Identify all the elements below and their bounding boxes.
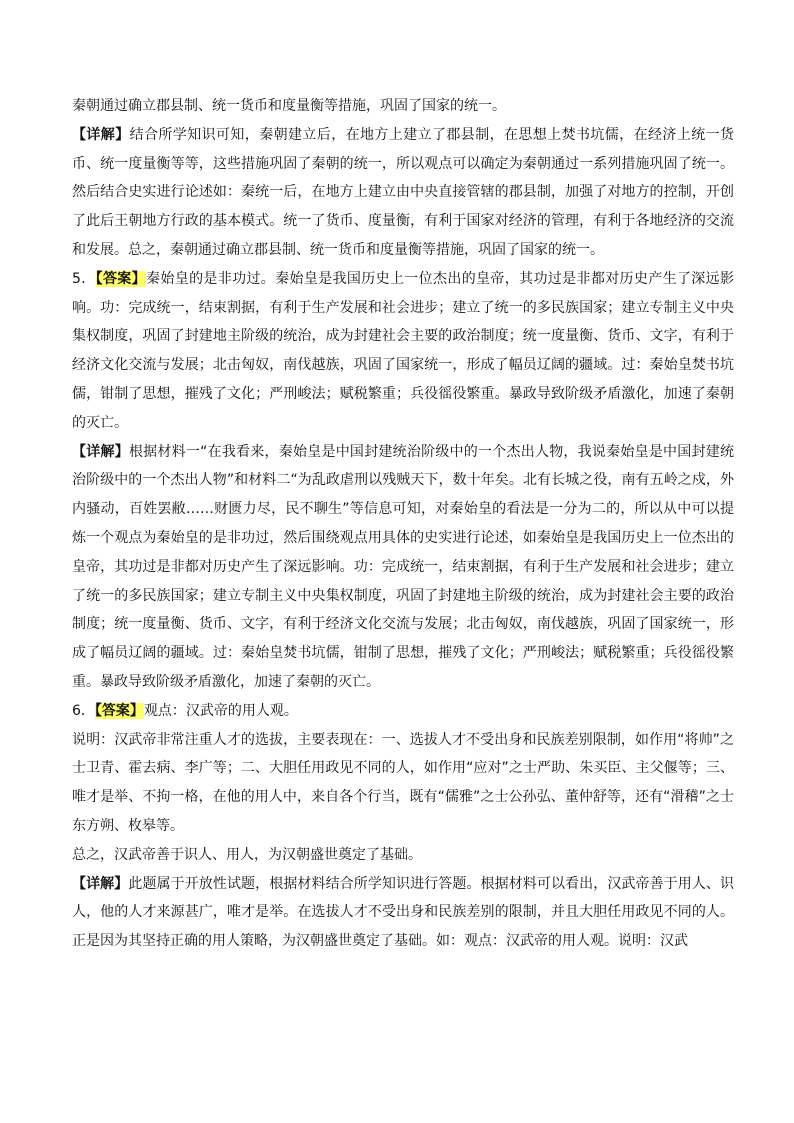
paragraph-text: 秦朝通过确立郡县制、统一货币和度量衡等措施，巩固了国家的统一。 bbox=[72, 98, 506, 114]
paragraph-explanation-6 bbox=[72, 726, 734, 841]
detail-tag: 【详解】 bbox=[72, 443, 129, 460]
paragraph-detail-4 bbox=[72, 121, 734, 265]
question-number: 6． bbox=[72, 702, 95, 719]
question-number: 5． bbox=[72, 270, 96, 287]
paragraph-text: 此题属于开放性试题，根据材料结合所学知识进行答题。根据材料可以看出，汉武帝善于用人、识人，他的人才来源甚广，唯才是举。在选拔人才不受出身和民族差别的限制，并且大胆任用政见不同的人。正是因为其坚持正确的用人策略，为汉朝盛世奠定了基础。如：观点：汉武帝的用人观。说明：汉武 bbox=[72, 875, 735, 950]
paragraph-detail-6 bbox=[72, 870, 734, 956]
answer-tag-highlight: 【答案】 bbox=[94, 702, 144, 719]
paragraph-text: 秦始皇的是非功过。秦始皇是我国历史上一位杰出的皇帝，其功过是非都对历史产生了深远影响。功：完成统一，结束割据，有利于生产发展和社会进步；建立了统一的多民族国家；建立专制主义中央集权制度，巩固了封建地主阶级的统治，成为封建社会主要的政治制度；统一度量衡、货币、文字，有利于经济文化交流与发展；北击匈奴，南伐越族，巩固了国家统一，形成了幅员辽阔的疆域。过：秦始皇焚书坑儒，钳制了思想，摧残了文化；严刑峻法；赋税繁重；兵役徭役繁重。暴政导致阶级矛盾激化，加速了秦朝的灭亡。 bbox=[72, 270, 734, 431]
paragraph-text: 结合所学知识可知，秦朝建立后，在地方上建立了郡县制，在思想上焚书坑儒，在经济上统一货币、统一度量衡等等，这些措施巩固了秦朝的统一，所以观点可以确定为秦朝通过一系列措施巩固了统一。然后结合史实进行论述如：秦统一后，在地方上建立由中央直接管辖的郡县制，加强了对地方的控制，开创了此后王朝地方行政的基本模式。统一了货币、度量衡，有利于国家对经济的管理，有利于各地经济的交流和发展。总之，秦朝通过确立郡县制、统一货币和度量衡等措施，巩固了国家的统一。 bbox=[72, 126, 735, 258]
paragraph-text: 说明：汉武帝非常注重人才的选拔，主要表现在：一、选拔人才不受出身和民族差别限制，如作用“将帅”之士卫青、霍去病、李广等；二、大胆任用政见不同的人，如作用“应对”之士严助、朱买臣、主父偃等；三、唯才是举、不拘一格，在他的用人中，来自各个行当，既有“儒雅”之士公孙弘、董仲舒等，还有“滑稽”之士东方朔、枚皋等。 bbox=[72, 731, 734, 834]
answer-6 bbox=[72, 697, 734, 726]
paragraph-text: 观点：汉武帝的用人观。 bbox=[143, 702, 298, 719]
document-body bbox=[72, 92, 734, 956]
paragraph-conclusion bbox=[72, 92, 734, 121]
detail-tag: 【详解】 bbox=[72, 126, 130, 143]
detail-tag: 【详解】 bbox=[72, 875, 129, 892]
answer-tag-highlight: 【答案】 bbox=[95, 270, 147, 287]
paragraph-summary-6 bbox=[72, 841, 734, 870]
answer-5 bbox=[72, 265, 734, 438]
paragraph-detail-5 bbox=[72, 438, 734, 697]
paragraph-text: 根据材料一“在我看来，秦始皇是中国封建统治阶级中的一个杰出人物，我说秦始皇是中国封建统治阶级中的一个杰出人物”和材料二“为乱政虐刑以残贼天下，数十年矣。北有长城之役，南有五岭之戍，外内骚动，百姓罢敝……财匮力尽，民不聊生”等信息可知，对秦始皇的看法是一分为二的，所以从中可以提炼一个观点为秦始皇的是非功过，然后围绕观点用具体的史实进行论述，如秦始皇是我国历史上一位杰出的皇帝，其功过是非都对历史产生了深远影响。功：完成统一，结束割据，有利于生产发展和社会进步；建立了统一的多民族国家；建立专制主义中央集权制度，巩固了封建地主阶级的统治，成为封建社会主要的政治制度；统一度量衡、货币、文字，有利于经济文化交流与发展；北击匈奴，南伐越族，巩固了国家统一，形成了幅员辽阔的疆域。过：秦始皇焚书坑儒，钳制了思想，摧残了文化；严刑峻法；赋税繁重；兵役徭役繁重。暴政导致阶级矛盾激化，加速了秦朝的灭亡。 bbox=[72, 443, 734, 690]
paragraph-text: 总之，汉武帝善于识人、用人，为汉朝盛世奠定了基础。 bbox=[72, 846, 422, 863]
